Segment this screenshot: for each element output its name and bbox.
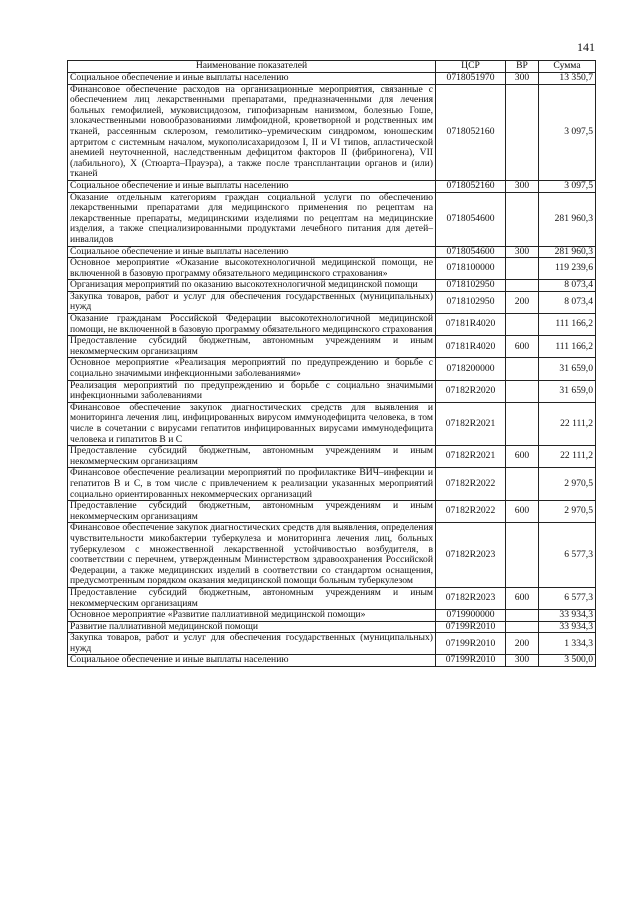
table-row [68,587,596,609]
row-name: Социальное обеспечение и иные выплаты населению [68,246,436,258]
row-csr: 0718054600 [436,192,506,246]
row-sum: 6 577,3 [539,587,596,609]
row-csr: 07182R2023 [436,587,506,609]
row-csr: 07181R4020 [436,314,506,336]
row-csr: 0718052160 [436,84,506,180]
row-vr: 600 [506,501,539,523]
row-sum: 6 577,3 [539,523,596,588]
table-row [68,84,596,180]
row-name: Закупка товаров, работ и услуг для обеспечения государственных (муниципальных) нужд [68,633,436,655]
row-vr: 300 [506,73,539,85]
row-sum: 22 111,2 [539,402,596,445]
row-name: Предоставление субсидий бюджетным, автономным учреждениям и иным некоммерческим организациям [68,587,436,609]
table-row [68,402,596,445]
row-vr [506,358,539,380]
row-sum: 111 166,2 [539,336,596,358]
row-vr: 600 [506,587,539,609]
header-name: Наименование показателей [68,61,436,73]
row-vr [506,192,539,246]
table-header-row [68,61,596,73]
row-sum: 281 960,3 [539,192,596,246]
table-row [68,258,596,280]
table-row [68,633,596,655]
row-csr: 07182R2021 [436,446,506,468]
row-vr: 300 [506,246,539,258]
row-csr: 0718102950 [436,291,506,313]
row-sum: 13 350,7 [539,73,596,85]
row-vr [506,468,539,501]
row-name: Предоставление субсидий бюджетным, автономным учреждениям и иным некоммерческим организациям [68,336,436,358]
row-name: Социальное обеспечение и иные выплаты населению [68,73,436,85]
table-row [68,358,596,380]
row-vr [506,280,539,292]
header-vr: ВР [506,61,539,73]
row-name: Оказание отдельным категориям граждан социальной услуги по обеспечению лекарственными препаратами для медицинского применения по рецептам на лекарственные препараты, медицинскими изделиями по рецептам на медицинские изделия, а также специализированными продуктами лечебного питания для детей–инвалидов [68,192,436,246]
table-row [68,380,596,402]
row-sum: 8 073,4 [539,291,596,313]
row-sum: 3 097,5 [539,180,596,192]
row-name: Финансовое обеспечение закупок диагностических средств для выявления, определения чувствительности микобактерии туберкулеза и мониторинга лечения лиц, больных туберкулезом с множественной лекарственной устойчивостью возбудителя, в соответствии с перечнем, утвержденным Министерством здравоохранения Российской Федерации, а также медицинских изделий в соответствии со стандартом оснащения, предусмотренным порядком оказания медицинской помощи больным туберкулезом [68,523,436,588]
table-row [68,610,596,622]
row-vr: 600 [506,446,539,468]
row-csr: 07182R2020 [436,380,506,402]
table-row [68,180,596,192]
row-vr [506,314,539,336]
row-name: Оказание гражданам Российской Федерации высокотехнологичной медицинской помощи, не включенной в базовую программу обязательного медицинского страхования [68,314,436,336]
row-vr: 200 [506,291,539,313]
table-row [68,655,596,667]
row-csr: 07182R2022 [436,468,506,501]
row-vr [506,84,539,180]
table-row [68,621,596,633]
row-vr: 200 [506,633,539,655]
row-csr: 0718052160 [436,180,506,192]
row-name: Организация мероприятий по оказанию высокотехнологичной медицинской помощи [68,280,436,292]
row-name: Финансовое обеспечение реализации мероприятий по профилактике ВИЧ–инфекции и гепатитов В и С, в том числе с привлечением к реализации указанных мероприятий социально ориентированных некоммерческих организаций [68,468,436,501]
row-vr: 600 [506,336,539,358]
row-csr: 0718102950 [436,280,506,292]
table-row [68,336,596,358]
row-sum: 31 659,0 [539,380,596,402]
table-row [68,523,596,588]
row-sum: 111 166,2 [539,314,596,336]
table-row [68,501,596,523]
table-row [68,291,596,313]
row-sum: 33 934,3 [539,621,596,633]
row-vr: 300 [506,180,539,192]
row-vr [506,380,539,402]
row-sum: 33 934,3 [539,610,596,622]
row-name: Финансовое обеспечение закупок диагностических средств для выявления и мониторинга лечения лиц, инфицированных вирусом иммунодефицита человека, в том числе в сочетании с вирусами гепатитов инфицированных вирусами иммунодефицита человека и гипатитов В и С [68,402,436,445]
row-csr: 0719900000 [436,610,506,622]
row-csr: 07182R2023 [436,523,506,588]
row-name: Основное мероприятие «Развитие паллиативной медицинской помощи» [68,610,436,622]
budget-table [67,60,596,667]
row-sum: 2 970,5 [539,501,596,523]
row-vr [506,621,539,633]
page-number: 141 [577,40,595,54]
row-vr [506,402,539,445]
row-name: Основное мероприятие «Оказание высокотехнологичной медицинской помощи, не включенной в базовую программу обязательного медицинского страхования» [68,258,436,280]
table-row [68,280,596,292]
row-name: Реализация мероприятий по предупреждению и борьбе с социально значимыми инфекционными заболеваниями [68,380,436,402]
row-vr: 300 [506,655,539,667]
row-name: Основное мероприятие «Реализация мероприятий по предупреждению и борьбе с социально значимыми инфекционными заболеваниями» [68,358,436,380]
row-sum: 31 659,0 [539,358,596,380]
row-sum: 281 960,3 [539,246,596,258]
table-row [68,246,596,258]
row-csr: 07181R4020 [436,336,506,358]
header-sum: Сумма [539,61,596,73]
row-csr: 07199R2010 [436,633,506,655]
row-sum: 3 500,0 [539,655,596,667]
row-csr: 07182R2022 [436,501,506,523]
table-row [68,446,596,468]
row-csr: 0718200000 [436,358,506,380]
row-sum: 22 111,2 [539,446,596,468]
row-name: Социальное обеспечение и иные выплаты населению [68,180,436,192]
row-name: Социальное обеспечение и иные выплаты населению [68,655,436,667]
row-sum: 3 097,5 [539,84,596,180]
row-name: Развитие паллиативной медицинской помощи [68,621,436,633]
row-vr [506,523,539,588]
table-row [68,192,596,246]
row-csr: 0718051970 [436,73,506,85]
table-row [68,468,596,501]
row-vr [506,258,539,280]
row-sum: 2 970,5 [539,468,596,501]
table-row [68,314,596,336]
row-csr: 07182R2021 [436,402,506,445]
row-sum: 1 334,3 [539,633,596,655]
row-sum: 119 239,6 [539,258,596,280]
row-name: Предоставление субсидий бюджетным, автономным учреждениям и иным некоммерческим организациям [68,446,436,468]
row-csr: 07199R2010 [436,655,506,667]
table-row [68,73,596,85]
row-name: Финансовое обеспечение расходов на организационные мероприятия, связанные с обеспечением лиц лекарственными препаратами, предназначенными для лечения больных гемофилией, муковисцидозом, гипофизарным нанизмом, болезнью Гоше, злокачественными новообразованиями лимфоидной, кроветворной и родственных им тканей, рассеянным склерозом, гемолитико–уремическим синдромом, юношеским артритом с системным началом, мукополисахаридозом I, II и VI типов, апластической анемией неуточненной, наследственным дефицитом факторов II (фибриногена), VII (лабильного), X (Стюарта–Прауэра), а также после трансплантации органов и (или) тканей [68,84,436,180]
header-csr: ЦСР [436,61,506,73]
row-vr [506,610,539,622]
row-sum: 8 073,4 [539,280,596,292]
row-csr: 0718100000 [436,258,506,280]
row-csr: 0718054600 [436,246,506,258]
row-csr: 07199R2010 [436,621,506,633]
row-name: Закупка товаров, работ и услуг для обеспечения государственных (муниципальных) нужд [68,291,436,313]
row-name: Предоставление субсидий бюджетным, автономным учреждениям и иным некоммерческим организациям [68,501,436,523]
